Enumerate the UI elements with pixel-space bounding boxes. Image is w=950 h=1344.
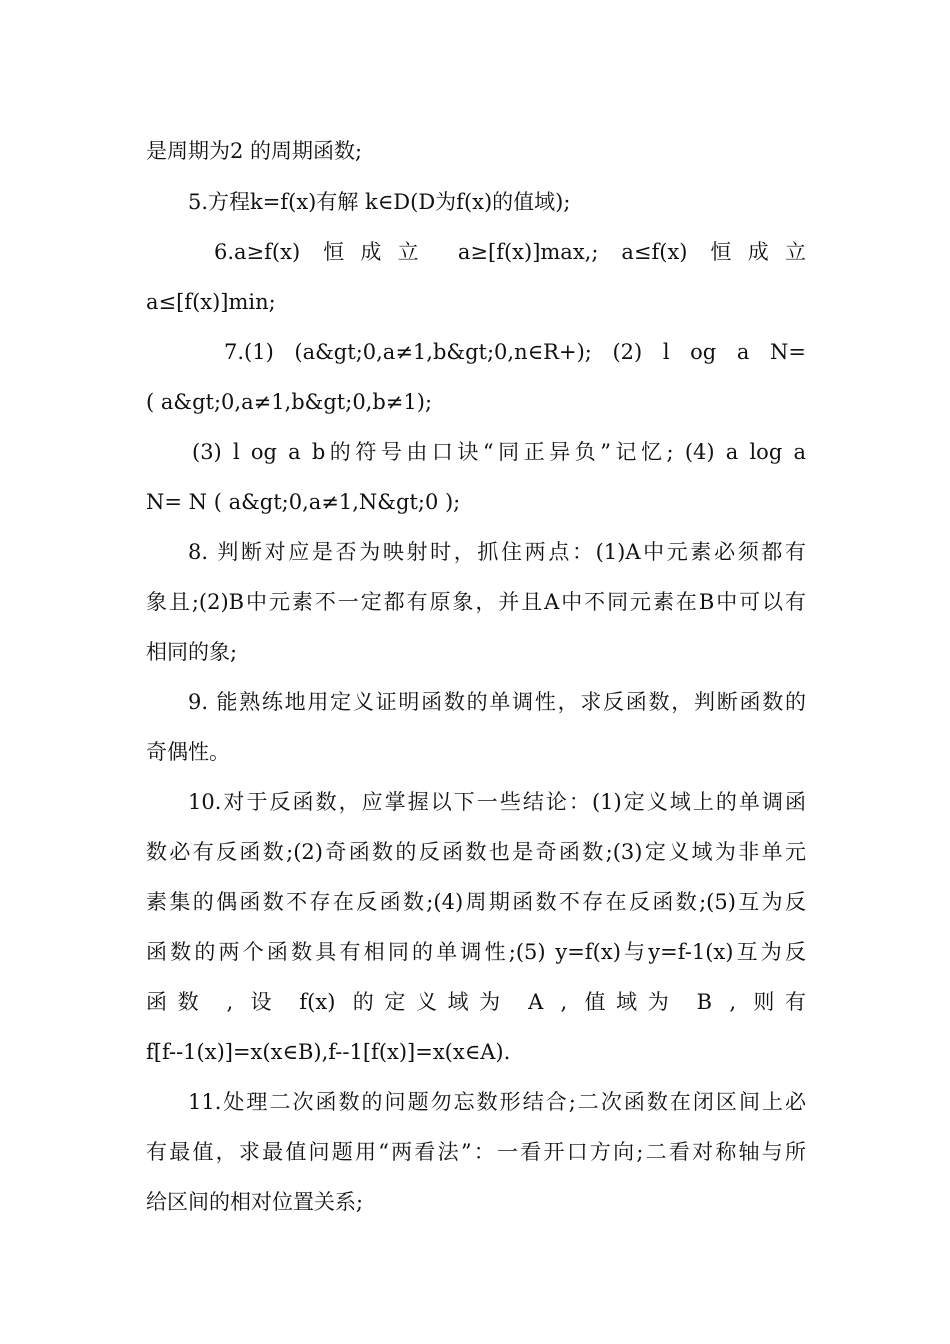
text-line-item-11: 11.处理二次函数的问题勿忘数形结合;二次函数在闭区间上必 xyxy=(188,1090,806,1114)
text-line-4: a≤[f(x)]min; xyxy=(146,290,276,314)
text-line-16: 素集的偶函数不存在反函数;(4)周期函数不存在反函数;(5)互为反 xyxy=(146,890,806,914)
text-line-item-6: 6.a≥f(x) 恒成立 a≥[f(x)]max,; a≤f(x) 恒成立 xyxy=(214,240,806,264)
text-line-21: 有最值，求最值问题用“两看法”：一看开口方向;二看对称轴与所 xyxy=(146,1140,806,1164)
text-line-item-7-3: (3) l og a b的符号由口诀“同正异负”记忆; (4) a log a xyxy=(192,440,806,464)
text-line-item-8: 8. 判断对应是否为映射时，抓住两点：(1)A中元素必须都有 xyxy=(188,540,806,564)
text-line-17: 函数的两个函数具有相同的单调性;(5) y=f(x)与y=f-1(x)互为反 xyxy=(146,940,806,964)
text-line-22: 给区间的相对位置关系; xyxy=(146,1190,364,1214)
text-line-13: 奇偶性。 xyxy=(146,740,230,764)
text-line-item-7: 7.(1) (a&gt;0,a≠1,b&gt;0,n∈R+); (2) l og a N= xyxy=(224,340,806,364)
text-line-8: N= N ( a&gt;0,a≠1,N&gt;0 ); xyxy=(146,490,461,514)
text-line-item-9: 9. 能熟练地用定义证明函数的单调性，求反函数，判断函数的 xyxy=(188,690,806,714)
text-line-11: 相同的象; xyxy=(146,640,238,664)
text-line-19: f[f--1(x)]=x(x∈B),f--1[f(x)]=x(x∈A). xyxy=(146,1040,511,1064)
text-line-6: ( a&gt;0,a≠1,b&gt;0,b≠1); xyxy=(146,390,433,414)
text-line-15: 数必有反函数;(2)奇函数的反函数也是奇函数;(3)定义域为非单元 xyxy=(146,840,806,864)
text-line-18: 函数 , 设 f(x) 的定义域为 A , 值域为 B , 则有 xyxy=(146,990,806,1014)
text-line-1: 是周期为2 的周期函数; xyxy=(146,139,363,163)
text-line-item-5: 5.方程k=f(x)有解 k∈D(D为f(x)的值域); xyxy=(188,190,571,214)
text-line-10: 象且;(2)B中元素不一定都有原象，并且A中不同元素在B中可以有 xyxy=(146,590,806,614)
text-line-item-10: 10.对于反函数，应掌握以下一些结论：(1)定义域上的单调函 xyxy=(188,790,806,814)
